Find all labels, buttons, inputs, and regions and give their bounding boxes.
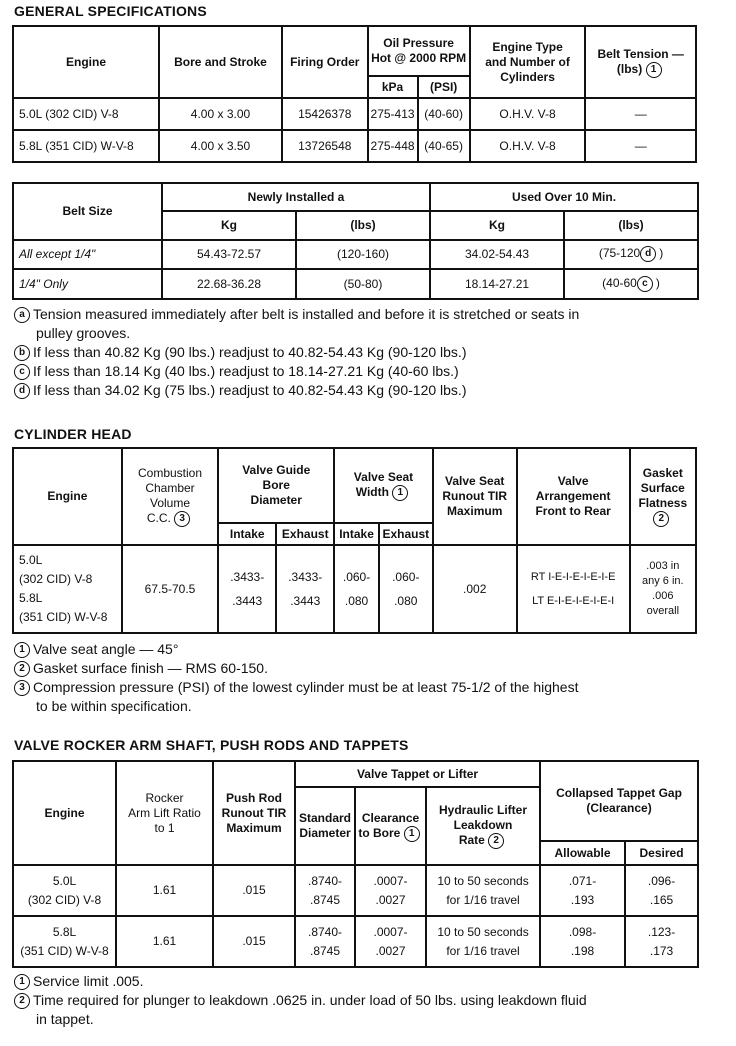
- table-row: 1/4" Only 22.68-36.28 (50-80) 18.14-27.21 (40-60 c ): [13, 269, 698, 299]
- header-kg: Kg: [430, 211, 564, 239]
- footnote: 1 Service limit .005.: [14, 972, 714, 991]
- footnote: 2 Time required for plunger to leakdown .0625 in. under load of 50 lbs. using leakdown fluid: [14, 991, 714, 1010]
- note-marker: c: [637, 276, 653, 292]
- header-desired: Desired: [625, 841, 698, 865]
- footnote: d If less than 34.02 Kg (75 lbs.) readjust to 40.82-54.43 Kg (90-120 lbs.): [14, 381, 714, 400]
- rocker-arm-footnotes: [14, 972, 714, 1029]
- note-marker: 1: [404, 826, 420, 842]
- header-kpa: kPa: [368, 76, 418, 98]
- header-engine: Engine: [13, 26, 159, 98]
- header-valve-seat-width: Valve Seat Width 1: [334, 448, 432, 523]
- footnote: 2 Gasket surface finish — RMS 60-150.: [14, 659, 714, 678]
- header-psi: (PSI): [418, 76, 470, 98]
- footnote: 1 Valve seat angle — 45°: [14, 640, 714, 659]
- footnote: pulley grooves.: [36, 325, 131, 341]
- table-row: 5.0L (302 CID) V-8 5.8L (351 CID) W-V-8 67.5-70.5 .3433- .3443 .3433- .3443 .060- .080 .060- .080 .002 RT I-E-I-E-I-E-I-E LT E-I-E-I-E-I-E-I .003 in any 6 in. .006 overall: [13, 545, 696, 633]
- header-intake: Intake: [218, 523, 276, 545]
- header-allowable: Allowable: [540, 841, 625, 865]
- rocker-arm-table: [12, 760, 699, 968]
- header-oil-pressure: Oil Pressure Hot @ 2000 RPM: [368, 26, 470, 76]
- cylinder-head-footnotes: [14, 640, 714, 716]
- header-used-over-10-min: Used Over 10 Min.: [430, 183, 698, 211]
- header-combustion-chamber: Combustion Chamber Volume C.C. 3: [122, 448, 218, 545]
- header-bore-stroke: Bore and Stroke: [159, 26, 282, 98]
- note-marker: 1: [392, 485, 408, 501]
- header-lbs: (lbs): [296, 211, 430, 239]
- cylinder-head-table: [12, 447, 697, 634]
- footnote: a Tension measured immediately after belt is installed and before it is stretched or seats in: [14, 305, 714, 324]
- header-engine: Engine: [13, 448, 122, 545]
- footnote: 3 Compression pressure (PSI) of the lowest cylinder must be at least 75-1/2 of the highest: [14, 678, 714, 697]
- footnote: in tappet.: [36, 1011, 94, 1027]
- note-marker: 2: [488, 833, 504, 849]
- header-collapsed-gap: Collapsed Tappet Gap (Clearance): [540, 761, 698, 841]
- header-standard-diameter: Standard Diameter: [295, 787, 355, 865]
- header-valve-tappet: Valve Tappet or Lifter: [295, 761, 540, 787]
- belt-footnotes: [14, 305, 714, 400]
- table-row: All except 1/4" 54.43-72.57 (120-160) 34.02-54.43 (75-120 d ): [13, 240, 698, 270]
- header-valve-arrangement: Valve Arrangement Front to Rear: [517, 448, 630, 545]
- footnote: b If less than 40.82 Kg (90 lbs.) readjust to 40.82-54.43 Kg (90-120 lbs.): [14, 343, 714, 362]
- header-exhaust: Exhaust: [276, 523, 334, 545]
- header-rocker-ratio: Rocker Arm Lift Ratio to 1: [116, 761, 213, 865]
- table-row: 5.0L (302 CID) V-8 4.00 x 3.00 15426378 275-413 (40-60) O.H.V. V-8 —: [13, 98, 696, 130]
- header-seat-runout: Valve Seat Runout TIR Maximum: [433, 448, 517, 545]
- cylinder-head-title: CYLINDER HEAD: [14, 426, 132, 442]
- header-newly-installed: Newly Installed a: [162, 183, 430, 211]
- table-row: 5.8L (351 CID) W-V-8 4.00 x 3.50 13726548 275-448 (40-65) O.H.V. V-8 —: [13, 130, 696, 162]
- header-lbs: (lbs): [564, 211, 698, 239]
- header-belt-size: Belt Size: [13, 183, 162, 240]
- header-push-rod-runout: Push Rod Runout TIR Maximum: [213, 761, 295, 865]
- header-gasket-flatness: Gasket Surface Flatness 2: [630, 448, 696, 545]
- header-belt-tension: Belt Tension — (lbs) 1: [585, 26, 696, 98]
- footnote: to be within specification.: [36, 698, 192, 714]
- header-engine-type: Engine Type and Number of Cylinders: [470, 26, 586, 98]
- general-specifications-table: [12, 25, 697, 163]
- table-row: 5.0L (302 CID) V-8 1.61 .015 .8740- .8745 .0007- .0027 10 to 50 seconds for 1/16 travel .071- .193 .096- .165: [13, 865, 698, 916]
- note-marker: d: [640, 246, 656, 262]
- header-firing-order: Firing Order: [282, 26, 368, 98]
- header-exhaust: Exhaust: [379, 523, 433, 545]
- header-intake: Intake: [334, 523, 379, 545]
- header-valve-guide: Valve Guide Bore Diameter: [218, 448, 334, 523]
- header-engine: Engine: [13, 761, 116, 865]
- table-row: 5.8L (351 CID) W-V-8 1.61 .015 .8740- .8745 .0007- .0027 10 to 50 seconds for 1/16 travel .098- .198 .123- .173: [13, 916, 698, 967]
- footnote: c If less than 18.14 Kg (40 lbs.) readjust to 18.14-27.21 Kg (40-60 lbs.): [14, 362, 714, 381]
- note-marker: 2: [653, 511, 669, 527]
- general-specifications-title: GENERAL SPECIFICATIONS: [14, 3, 207, 19]
- header-kg: Kg: [162, 211, 296, 239]
- header-clearance: Clearance to Bore 1: [355, 787, 426, 865]
- belt-tension-table: [12, 182, 699, 300]
- rocker-arm-title: VALVE ROCKER ARM SHAFT, PUSH RODS AND TAPPETS: [14, 737, 409, 753]
- header-leakdown-rate: Hydraulic Lifter Leakdown Rate 2: [426, 787, 540, 865]
- note-marker: 1: [646, 62, 662, 78]
- note-marker: 3: [174, 511, 190, 527]
